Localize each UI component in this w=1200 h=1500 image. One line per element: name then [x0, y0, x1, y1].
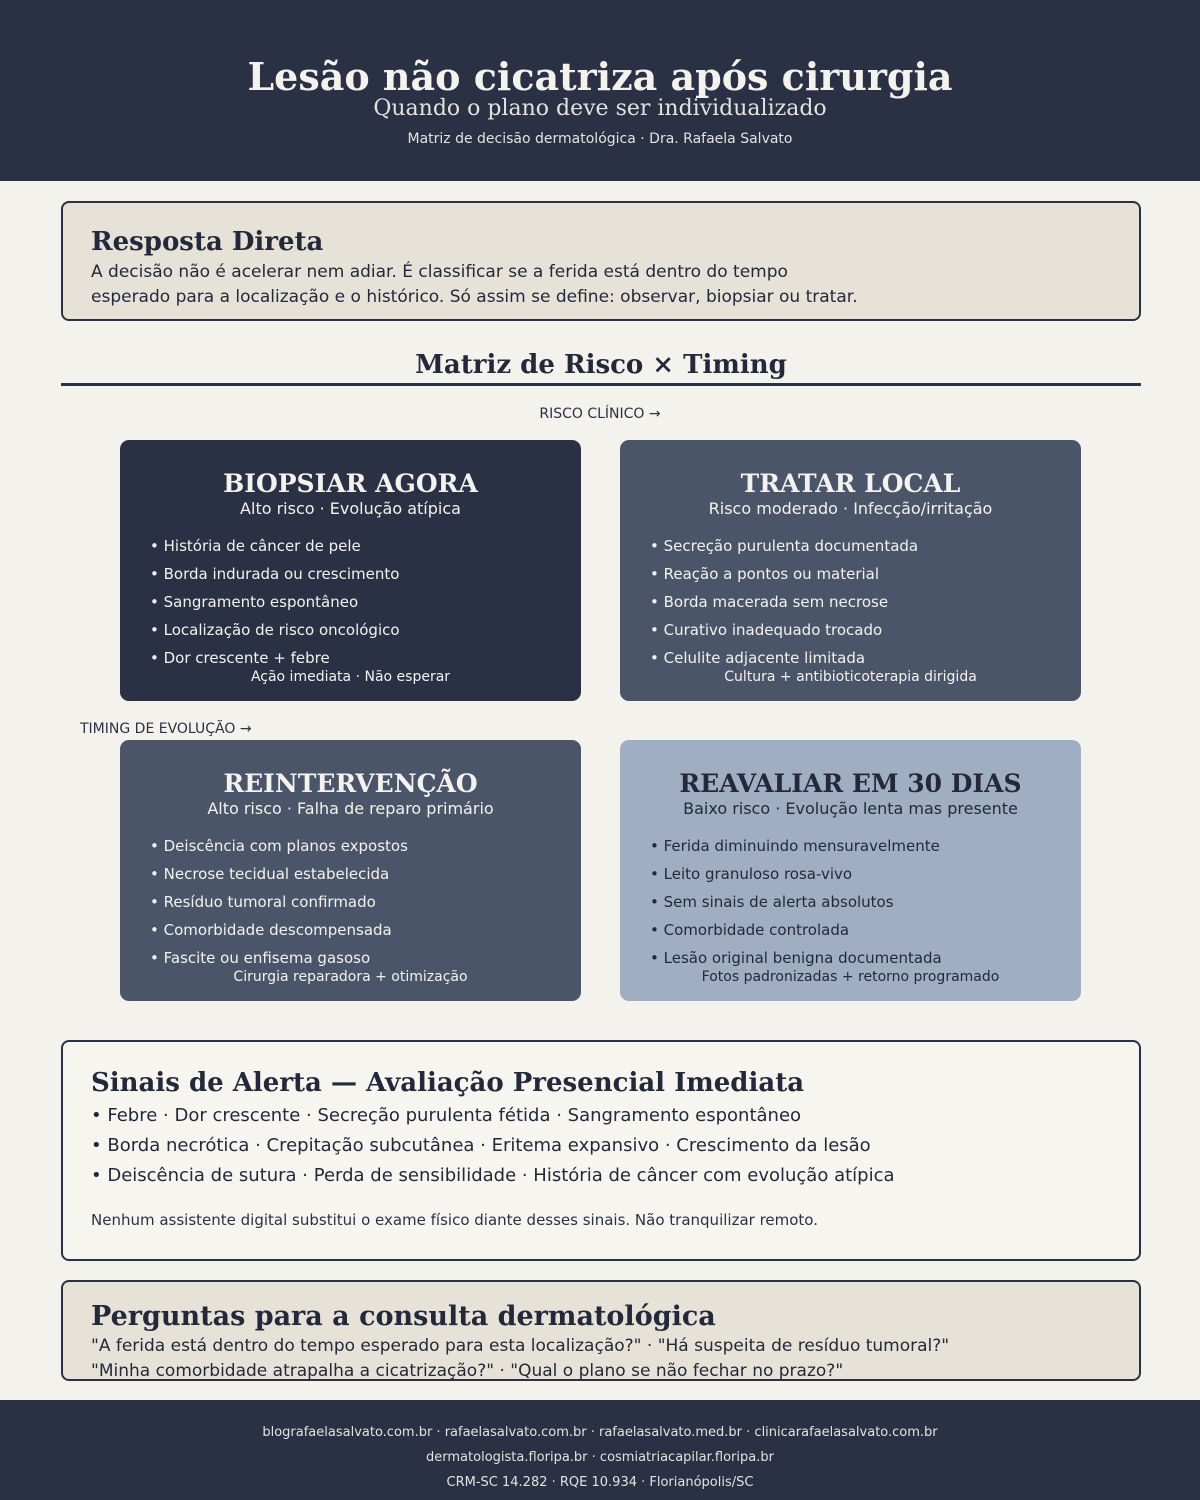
matrix-divider	[61, 383, 1141, 386]
card-list-item: • Reação a pontos ou material	[650, 560, 918, 588]
card-list-item: • Curativo inadequado trocado	[650, 616, 918, 644]
card-title: REAVALIAR EM 30 DIAS	[679, 769, 1022, 798]
card-list-item: • Deiscência com planos expostos	[150, 832, 408, 860]
page-footer	[0, 1400, 1200, 1500]
alert-note: Nenhum assistente digital substitui o exame físico diante desses sinais. Não tranquilizar remoto.	[91, 1211, 818, 1229]
card-subtitle: Risco moderado · Infecção/irritação	[708, 499, 993, 518]
direct-answer-heading: Resposta Direta	[91, 227, 324, 257]
card-list-item: • Localização de risco oncológico	[150, 616, 400, 644]
card-title: BIOPSIAR AGORA	[223, 469, 478, 498]
card-list-item: • Resíduo tumoral confirmado	[150, 888, 408, 916]
card-list	[650, 532, 918, 672]
matrix-card-treat-local	[620, 440, 1081, 701]
alert-signs-box	[61, 1040, 1141, 1261]
card-list-item: • Fascite ou enfisema gasoso	[150, 944, 408, 972]
footer-links: blografaelasalvato.com.br · rafaelasalvato.com.br · rafaelasalvato.med.br · clinicarafaelasalvato.com.br	[262, 1425, 938, 1440]
card-list	[150, 832, 408, 972]
card-list-item: • Dor crescente + febre	[150, 644, 400, 672]
questions-heading: Perguntas para a consulta dermatológica	[91, 1301, 716, 1332]
axis-y-label: TIMING DE EVOLUÇÃO →	[80, 721, 252, 737]
question-line: "A ferida está dentro do tempo esperado para esta localização?" · "Há suspeita de resíduo tumoral?"	[91, 1336, 950, 1356]
alert-heading: Sinais de Alerta — Avaliação Presencial Imediata	[91, 1068, 805, 1098]
footer-credentials: CRM-SC 14.282 · RQE 10.934 · Florianópolis/SC	[446, 1475, 754, 1490]
card-list-item: • Necrose tecidual estabelecida	[150, 860, 408, 888]
page-header	[0, 0, 1200, 181]
card-list	[150, 532, 400, 672]
card-list-item: • Borda macerada sem necrose	[650, 588, 918, 616]
page-title: Lesão não cicatriza após cirurgia	[247, 54, 953, 99]
card-list-item: • Secreção purulenta documentada	[650, 532, 918, 560]
page-subtitle: Quando o plano deve ser individualizado	[373, 96, 827, 121]
card-list-item: • História de câncer de pele	[150, 532, 400, 560]
questions-box	[61, 1280, 1141, 1381]
axis-x-label: RISCO CLÍNICO →	[539, 406, 661, 422]
direct-answer-box	[61, 201, 1141, 321]
card-list-item: • Lesão original benigna documentada	[650, 944, 942, 972]
footer-links: dermatologista.floripa.br · cosmiatriacapilar.floripa.br	[426, 1450, 774, 1465]
alert-line: • Deiscência de sutura · Perda de sensibilidade · História de câncer com evolução atípica	[91, 1165, 895, 1186]
card-list-item: • Comorbidade controlada	[650, 916, 942, 944]
card-subtitle: Alto risco · Evolução atípica	[240, 499, 461, 518]
question-line: "Minha comorbidade atrapalha a cicatrização?" · "Qual o plano se não fechar no prazo?"	[91, 1361, 844, 1381]
alert-line: • Borda necrótica · Crepitação subcutânea · Eritema expansivo · Crescimento da lesão	[91, 1135, 871, 1156]
direct-answer-line: esperado para a localização e o histórico. Só assim se define: observar, biopsiar ou tratar.	[91, 287, 858, 307]
card-footer: Fotos padronizadas + retorno programado	[701, 969, 1000, 985]
card-footer: Cultura + antibioticoterapia dirigida	[724, 669, 977, 685]
card-list	[650, 832, 942, 972]
card-list-item: • Leito granuloso rosa-vivo	[650, 860, 942, 888]
card-footer: Ação imediata · Não esperar	[250, 669, 451, 685]
card-list-item: • Borda indurada ou crescimento	[150, 560, 400, 588]
alert-line: • Febre · Dor crescente · Secreção purulenta fétida · Sangramento espontâneo	[91, 1105, 802, 1126]
card-title: TRATAR LOCAL	[740, 469, 961, 498]
card-list-item: • Sem sinais de alerta absolutos	[650, 888, 942, 916]
page-byline: Matriz de decisão dermatológica · Dra. Rafaela Salvato	[407, 131, 793, 147]
matrix-card-reassess	[620, 740, 1081, 1001]
card-subtitle: Alto risco · Falha de reparo primário	[207, 799, 494, 818]
card-footer: Cirurgia reparadora + otimização	[233, 969, 468, 985]
card-list-item: • Sangramento espontâneo	[150, 588, 400, 616]
card-list-item: • Comorbidade descompensada	[150, 916, 408, 944]
card-title: REINTERVENÇÃO	[223, 769, 478, 798]
card-list-item: • Celulite adjacente limitada	[650, 644, 918, 672]
matrix-card-biopsy	[120, 440, 581, 701]
direct-answer-line: A decisão não é acelerar nem adiar. É classificar se a ferida está dentro do tempo	[91, 262, 788, 282]
matrix-title: Matriz de Risco × Timing	[415, 350, 787, 380]
matrix-card-reintervention	[120, 740, 581, 1001]
card-list-item: • Ferida diminuindo mensuravelmente	[650, 832, 942, 860]
card-subtitle: Baixo risco · Evolução lenta mas presente	[683, 799, 1018, 818]
